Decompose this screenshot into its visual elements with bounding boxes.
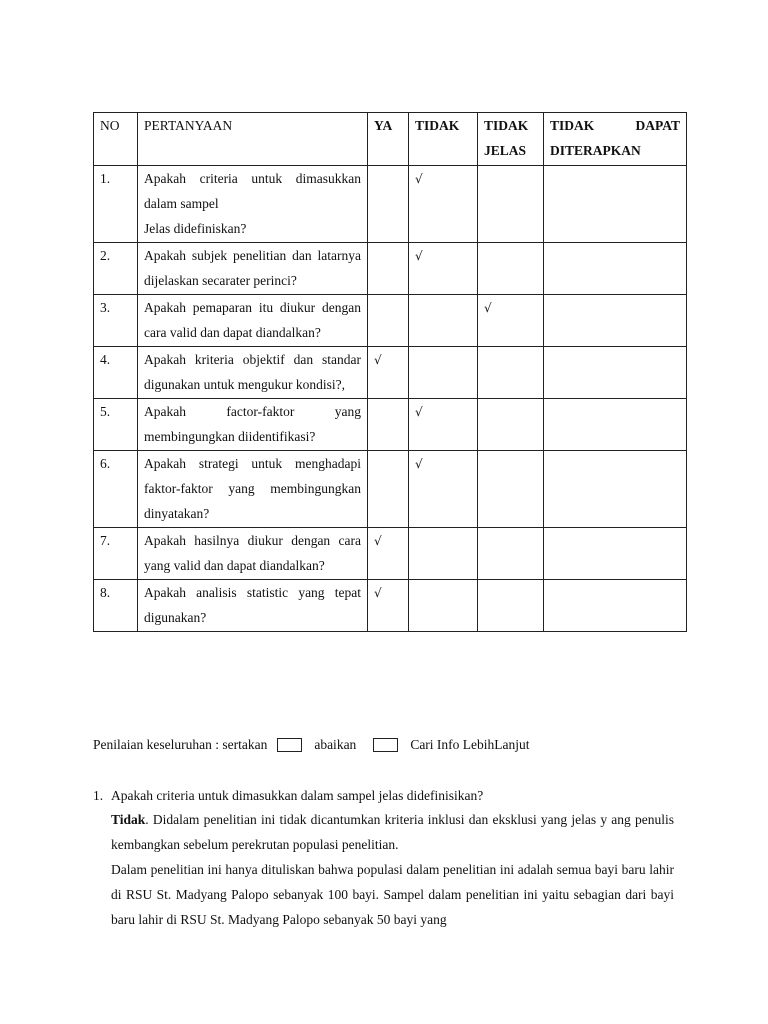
answer-number: 1. xyxy=(93,788,104,803)
row-question xyxy=(138,243,368,295)
answer-cell-tidak[interactable] xyxy=(409,451,478,528)
table-row xyxy=(94,451,687,528)
answer-cell-ya[interactable] xyxy=(368,528,409,580)
row-number: 2. xyxy=(94,243,138,295)
row-number: 6. xyxy=(94,451,138,528)
overall-assessment xyxy=(93,735,530,754)
answer-section xyxy=(93,785,674,932)
answer-cell-ya[interactable] xyxy=(368,243,409,295)
question-text-line: Apakah subjek penelitian dan latarnya dijelaskan secarater perinci? xyxy=(144,248,361,288)
check-mark: √ xyxy=(415,172,423,186)
question-text-line: Apakah pemaparan itu diukur dengan cara valid dan dapat diandalkan? xyxy=(144,300,361,340)
answer-cell-tidak-dapat[interactable] xyxy=(544,580,687,632)
question-text-line: Apakah criteria untuk dimasukkan dalam sampel xyxy=(144,171,361,211)
header-tidak: TIDAK xyxy=(409,113,478,166)
table-row xyxy=(94,528,687,580)
answer-cell-tidak-dapat[interactable] xyxy=(544,243,687,295)
answer-cell-tidak-jelas[interactable] xyxy=(478,451,544,528)
answer-paragraph-2: Dalam penelitian ini hanya dituliskan bahwa populasi dalam penelitian ini adalah semua bayi baru lahir di RSU St. Madyang Palopo sebanyak 100 bayi. Sampel dalam penelitian ini yaitu sebagian dari bayi baru lahir di RSU St. Madyang Palopo sebanyak 50 bayi yang xyxy=(111,862,674,927)
answer-paragraph-1 xyxy=(111,807,674,857)
row-number: 1. xyxy=(94,166,138,243)
answer-question-text: Apakah criteria untuk dimasukkan dalam sampel jelas didefinisikan? xyxy=(111,788,484,803)
row-question xyxy=(138,166,368,243)
answer-cell-tidak[interactable] xyxy=(409,399,478,451)
checkbox-sertakan[interactable] xyxy=(277,738,302,752)
table-row xyxy=(94,166,687,243)
row-number: 3. xyxy=(94,295,138,347)
answer-cell-ya[interactable] xyxy=(368,166,409,243)
header-tidak-dapat-diterapkan: TIDAK DAPAT DITERAPKAN xyxy=(544,113,687,166)
row-question xyxy=(138,580,368,632)
answer-cell-tidak-jelas[interactable] xyxy=(478,580,544,632)
check-mark: √ xyxy=(484,301,492,315)
table-row xyxy=(94,580,687,632)
answer-cell-ya[interactable] xyxy=(368,580,409,632)
table-row xyxy=(94,295,687,347)
check-mark: √ xyxy=(374,353,382,367)
row-question xyxy=(138,347,368,399)
answer-cell-tidak-dapat[interactable] xyxy=(544,166,687,243)
header-tidak-jelas: TIDAK JELAS xyxy=(478,113,544,166)
table-row xyxy=(94,347,687,399)
answer-cell-tidak[interactable] xyxy=(409,166,478,243)
row-question xyxy=(138,295,368,347)
question-text-line: Apakah strategi untuk menghadapi faktor-faktor yang membingungkan dinyatakan? xyxy=(144,456,361,521)
header-pertanyaan: PERTANYAAN xyxy=(138,113,368,166)
assessment-label: Penilaian keseluruhan : sertakan xyxy=(93,736,268,752)
answer-verdict: Tidak xyxy=(111,812,146,827)
answer-cell-tidak[interactable] xyxy=(409,243,478,295)
answer-cell-tidak-dapat[interactable] xyxy=(544,295,687,347)
question-text-line: Apakah analisis statistic yang tepat digunakan? xyxy=(144,585,361,625)
row-question xyxy=(138,451,368,528)
row-number: 8. xyxy=(94,580,138,632)
question-text-line: Apakah kriteria objektif dan standar digunakan untuk mengukur kondisi?, xyxy=(144,352,361,392)
answer-cell-tidak-dapat[interactable] xyxy=(544,451,687,528)
answer-cell-ya[interactable] xyxy=(368,399,409,451)
answer-cell-tidak-jelas[interactable] xyxy=(478,295,544,347)
table-row xyxy=(94,399,687,451)
row-question xyxy=(138,399,368,451)
question-text-line: Apakah factor-faktor yang membingungkan diidentifikasi? xyxy=(144,404,361,444)
check-mark: √ xyxy=(374,586,382,600)
checkbox-abaikan[interactable] xyxy=(373,738,398,752)
answer-cell-tidak-dapat[interactable] xyxy=(544,347,687,399)
option-info-label: Cari Info LebihLanjut xyxy=(410,736,530,752)
table-row xyxy=(94,243,687,295)
check-mark: √ xyxy=(415,457,423,471)
answer-cell-tidak[interactable] xyxy=(409,295,478,347)
answer-explanation: . Didalam penelitian ini tidak dicantumkan kriteria inklusi dan eksklusi yang jelas y ang penulis kembangkan sebelum perekrutan populasi penelitian. xyxy=(111,812,674,852)
answer-cell-tidak-jelas[interactable] xyxy=(478,528,544,580)
answer-cell-tidak-dapat[interactable] xyxy=(544,528,687,580)
question-text-line: Jelas didefiniskan? xyxy=(144,221,247,236)
table-header-row xyxy=(94,113,687,166)
answer-cell-tidak-jelas[interactable] xyxy=(478,399,544,451)
row-question xyxy=(138,528,368,580)
answer-cell-tidak-dapat[interactable] xyxy=(544,399,687,451)
answer-cell-ya[interactable] xyxy=(368,295,409,347)
answer-cell-ya[interactable] xyxy=(368,347,409,399)
check-mark: √ xyxy=(415,249,423,263)
appraisal-checklist-table xyxy=(93,112,687,632)
answer-cell-tidak[interactable] xyxy=(409,528,478,580)
option-abaikan-label: abaikan xyxy=(314,736,357,752)
row-number: 7. xyxy=(94,528,138,580)
answer-cell-tidak-jelas[interactable] xyxy=(478,166,544,243)
answer-question xyxy=(93,785,674,807)
header-no: NO xyxy=(94,113,138,166)
question-text-line: Apakah hasilnya diukur dengan cara yang valid dan dapat diandalkan? xyxy=(144,533,361,573)
answer-cell-ya[interactable] xyxy=(368,451,409,528)
answer-cell-tidak[interactable] xyxy=(409,347,478,399)
answer-cell-tidak-jelas[interactable] xyxy=(478,243,544,295)
row-number: 4. xyxy=(94,347,138,399)
row-number: 5. xyxy=(94,399,138,451)
check-mark: √ xyxy=(415,405,423,419)
answer-cell-tidak[interactable] xyxy=(409,580,478,632)
check-mark: √ xyxy=(374,534,382,548)
answer-cell-tidak-jelas[interactable] xyxy=(478,347,544,399)
header-ya: YA xyxy=(368,113,409,166)
